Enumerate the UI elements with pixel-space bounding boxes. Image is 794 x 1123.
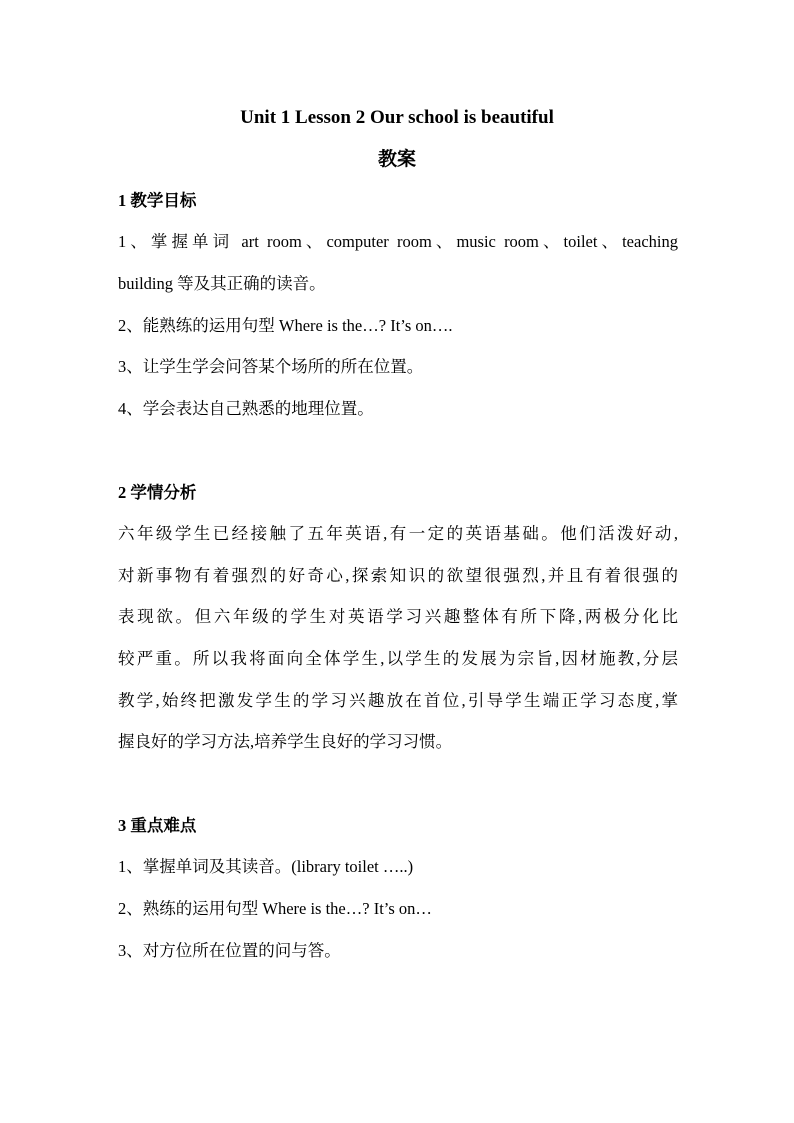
objectives-line: 3、让学生学会问答某个场所的所在位置。: [118, 357, 424, 376]
document-title: Unit 1 Lesson 2 Our school is beautiful: [240, 107, 554, 128]
objectives-line: 1、掌握单词 art room、computer room、music room、toilet、teaching: [118, 232, 678, 251]
key-points-line: 1、掌握单词及其读音。(library toilet …..): [118, 857, 414, 876]
section-heading-analysis: 2 学情分析: [118, 483, 197, 502]
key-points-line: 2、熟练的运用句型 Where is the…? It’s on…: [118, 899, 432, 918]
analysis-line: 对新事物有着强烈的好奇心,探索知识的欲望很强烈,并且有着很强的: [118, 566, 678, 585]
analysis-line: 较严重。所以我将面向全体学生,以学生的发展为宗旨,因材施教,分层: [118, 649, 678, 668]
key-points-line: 3、对方位所在位置的问与答。: [118, 941, 341, 960]
section-heading-key-points: 3 重点难点: [118, 816, 197, 835]
analysis-line: 教学,始终把激发学生的学习兴趣放在首位,引导学生端正学习态度,掌: [118, 691, 678, 710]
document-subtitle: 教案: [377, 149, 416, 170]
analysis-line: 表现欲。但六年级的学生对英语学习兴趣整体有所下降,两极分化比: [118, 607, 678, 626]
objectives-line: 4、学会表达自己熟悉的地理位置。: [118, 399, 374, 418]
analysis-line: 六年级学生已经接触了五年英语,有一定的英语基础。他们活泼好动,: [118, 524, 678, 543]
objectives-line: building 等及其正确的读音。: [118, 274, 326, 293]
section-heading-objectives: 1 教学目标: [118, 191, 197, 210]
analysis-line: 握良好的学习方法,培养学生良好的学习习惯。: [118, 732, 453, 751]
objectives-line: 2、能熟练的运用句型 Where is the…? It’s on….: [118, 316, 453, 335]
